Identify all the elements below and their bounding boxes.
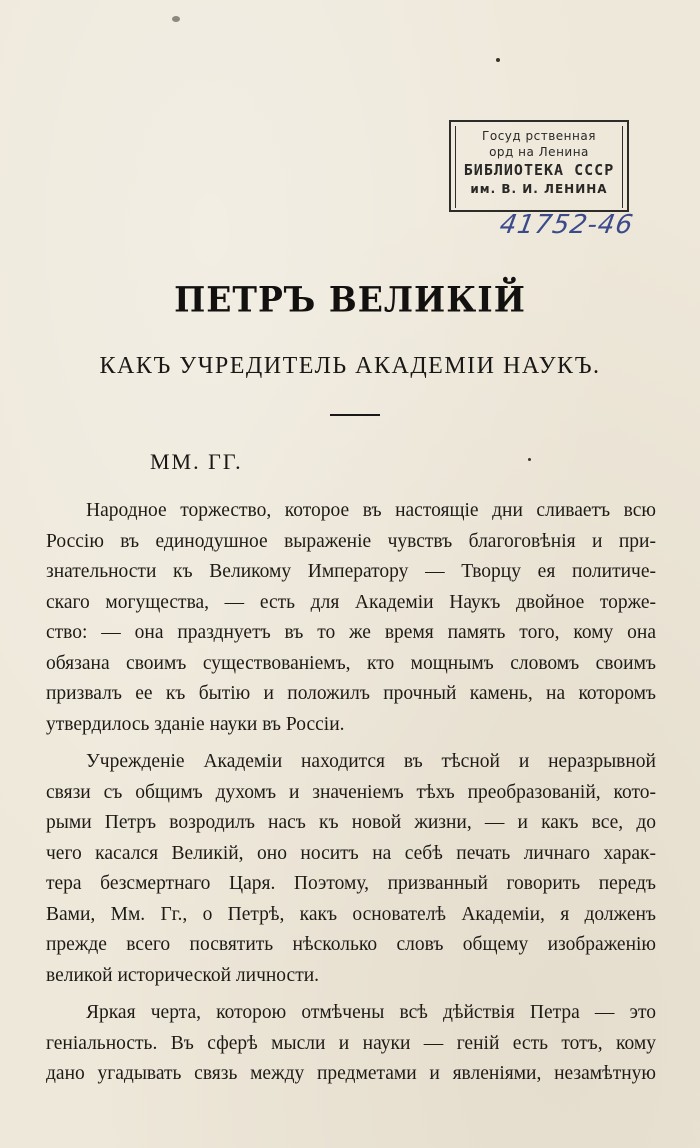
ink-speck	[528, 458, 531, 461]
library-stamp	[449, 120, 629, 212]
text-line: Вами, Мм. Гг., о Петрѣ, какъ основателѣ Академіи, я долженъ	[46, 903, 656, 925]
text-line: призвалъ ее къ бытію и положилъ прочный камень, на которомъ	[46, 683, 656, 704]
ink-speck	[172, 16, 180, 22]
text-line: дано угадывать связь между предметами и явленіями, незамѣтную	[46, 1063, 656, 1084]
text-line: знательности къ Великому Императору — Творцу ея политиче-	[46, 561, 656, 582]
ink-speck	[496, 58, 500, 62]
text-line: Россію въ единодушное выраженіе чувствъ благоговѣнія и при-	[46, 530, 656, 552]
paragraph-2	[46, 747, 656, 991]
text-line: прежде всего посвятить нѣсколько словъ общему изображенію	[46, 934, 656, 955]
text-line: скаго могущества, — есть для Академіи Наукъ двойное торже-	[46, 591, 656, 613]
text-line: связи съ общимъ духомъ и значеніемъ тѣхъ преобразованій, кото-	[46, 781, 656, 803]
text-line: ство: — она празднуетъ въ то же время память того, кому она	[46, 622, 656, 643]
paragraph-3	[46, 998, 656, 1090]
stamp-line-2: орд на Ленина	[489, 145, 589, 159]
stamp-line-3: БИБЛИОТЕКА СССР	[463, 161, 615, 179]
text-line: геніальность. Въ сферѣ мысли и науки — геній есть тотъ, кому	[46, 1032, 656, 1054]
text-line: тера безсмертнаго Царя. Поэтому, призванный говорить передъ	[46, 873, 656, 894]
page-subtitle: КАКЪ УЧРЕДИТЕЛЬ АКАДЕМІИ НАУКЪ.	[99, 353, 601, 379]
text-line: утвердилось зданіе науки въ Россіи.	[46, 713, 345, 735]
text-line: Народное торжество, которое въ настоящіе дни сливаетъ всю	[86, 500, 656, 521]
text-line: Учрежденіе Академіи находится въ тѣсной и неразрывной	[86, 751, 656, 772]
text-line: великой исторической личности.	[46, 964, 320, 986]
salutation: ММ. ГГ.	[150, 449, 243, 474]
text-line: обязана своимъ существованіемъ, кто мощнымъ словомъ своимъ	[46, 652, 656, 674]
text-line: чего касался Великій, оно носитъ на себѣ печать личнаго харак-	[46, 842, 656, 864]
paragraph-1	[46, 496, 656, 740]
stamp-line-4: им. В. И. ЛЕНИНА	[470, 182, 608, 196]
body-text	[46, 496, 656, 1097]
page-title: ПЕТРЪ ВЕЛИКІЙ	[174, 279, 526, 320]
title-divider	[330, 414, 380, 416]
text-line: Яркая черта, которою отмѣчены всѣ дѣйствія Петра — это	[86, 1002, 656, 1023]
stamp-line-1: Госуд рственная	[482, 129, 596, 143]
text-line: рыми Петръ возродилъ насъ къ новой жизни, — и какъ все, до	[46, 812, 656, 833]
handwritten-shelfmark: 41752-46	[497, 210, 636, 240]
